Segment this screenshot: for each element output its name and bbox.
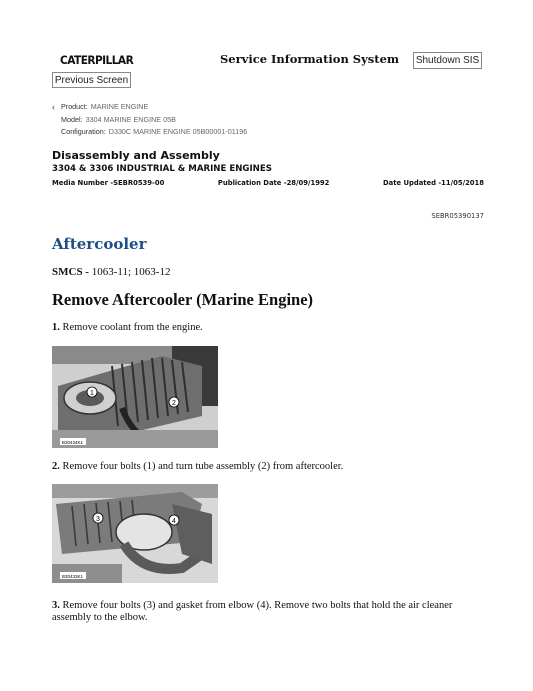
chevron-left-icon[interactable]: ‹: [52, 102, 55, 112]
document-meta-row: [52, 179, 484, 187]
shutdown-sis-button[interactable]: Shutdown SIS: [413, 52, 482, 69]
smcs-line: [52, 266, 170, 278]
aftercooler-photo-2: [52, 484, 218, 583]
image-code: B30433K1: [62, 574, 84, 579]
step-text: Remove four bolts (1) and turn tube assembly (2) from aftercooler.: [59, 461, 344, 472]
media-number: Media Number -SEBR0539-00: [52, 179, 165, 187]
callout-4: 4: [172, 518, 176, 525]
document-header: [52, 149, 484, 187]
callout-1: 1: [90, 390, 94, 397]
smcs-value: 1063-11; 1063-12: [88, 266, 171, 278]
product-label: Product:: [61, 102, 88, 111]
model-value: 3304 MARINE ENGINE 05B: [85, 114, 176, 124]
app-title: Service Information System: [220, 52, 400, 66]
section-heading: Aftercooler: [52, 235, 147, 253]
step-number: 3.: [52, 600, 60, 611]
model-label: Model:: [61, 114, 83, 124]
caterpillar-logo: CATERPILLAR: [60, 53, 134, 67]
procedure-heading: Remove Aftercooler (Marine Engine): [52, 290, 314, 309]
breadcrumb: [52, 101, 247, 139]
step-2: [52, 461, 484, 473]
aftercooler-photo-1: [52, 346, 218, 448]
step-number: 2.: [52, 461, 60, 472]
configuration-label: Configuration:: [61, 127, 106, 136]
document-subtitle: 3304 & 3306 INDUSTRIAL & MARINE ENGINES: [52, 164, 272, 174]
smcs-label: SMCS -: [52, 266, 89, 278]
step-number: 1.: [52, 322, 60, 333]
callout-3: 3: [96, 516, 100, 523]
image-code: B30434K1: [62, 440, 84, 445]
callout-2: 2: [172, 400, 176, 407]
step-3: [52, 600, 484, 624]
configuration-value: D330C MARINE ENGINE 05B00001-01196: [108, 127, 248, 136]
document-reference: SEBR05390137: [431, 212, 484, 220]
date-updated: Date Updated -11/05/2018: [382, 179, 484, 187]
step-1: [52, 322, 484, 334]
previous-screen-button[interactable]: Previous Screen: [52, 72, 131, 88]
publication-date: Publication Date -28/09/1992: [217, 179, 330, 187]
step-text: Remove coolant from the engine.: [59, 322, 203, 333]
document-title: Disassembly and Assembly: [52, 149, 220, 162]
step-text: Remove four bolts (3) and gasket from elbow (4). Remove two bolts that hold the air cleaner assembly to the elbow.: [52, 600, 453, 623]
product-value: MARINE ENGINE: [90, 102, 149, 111]
